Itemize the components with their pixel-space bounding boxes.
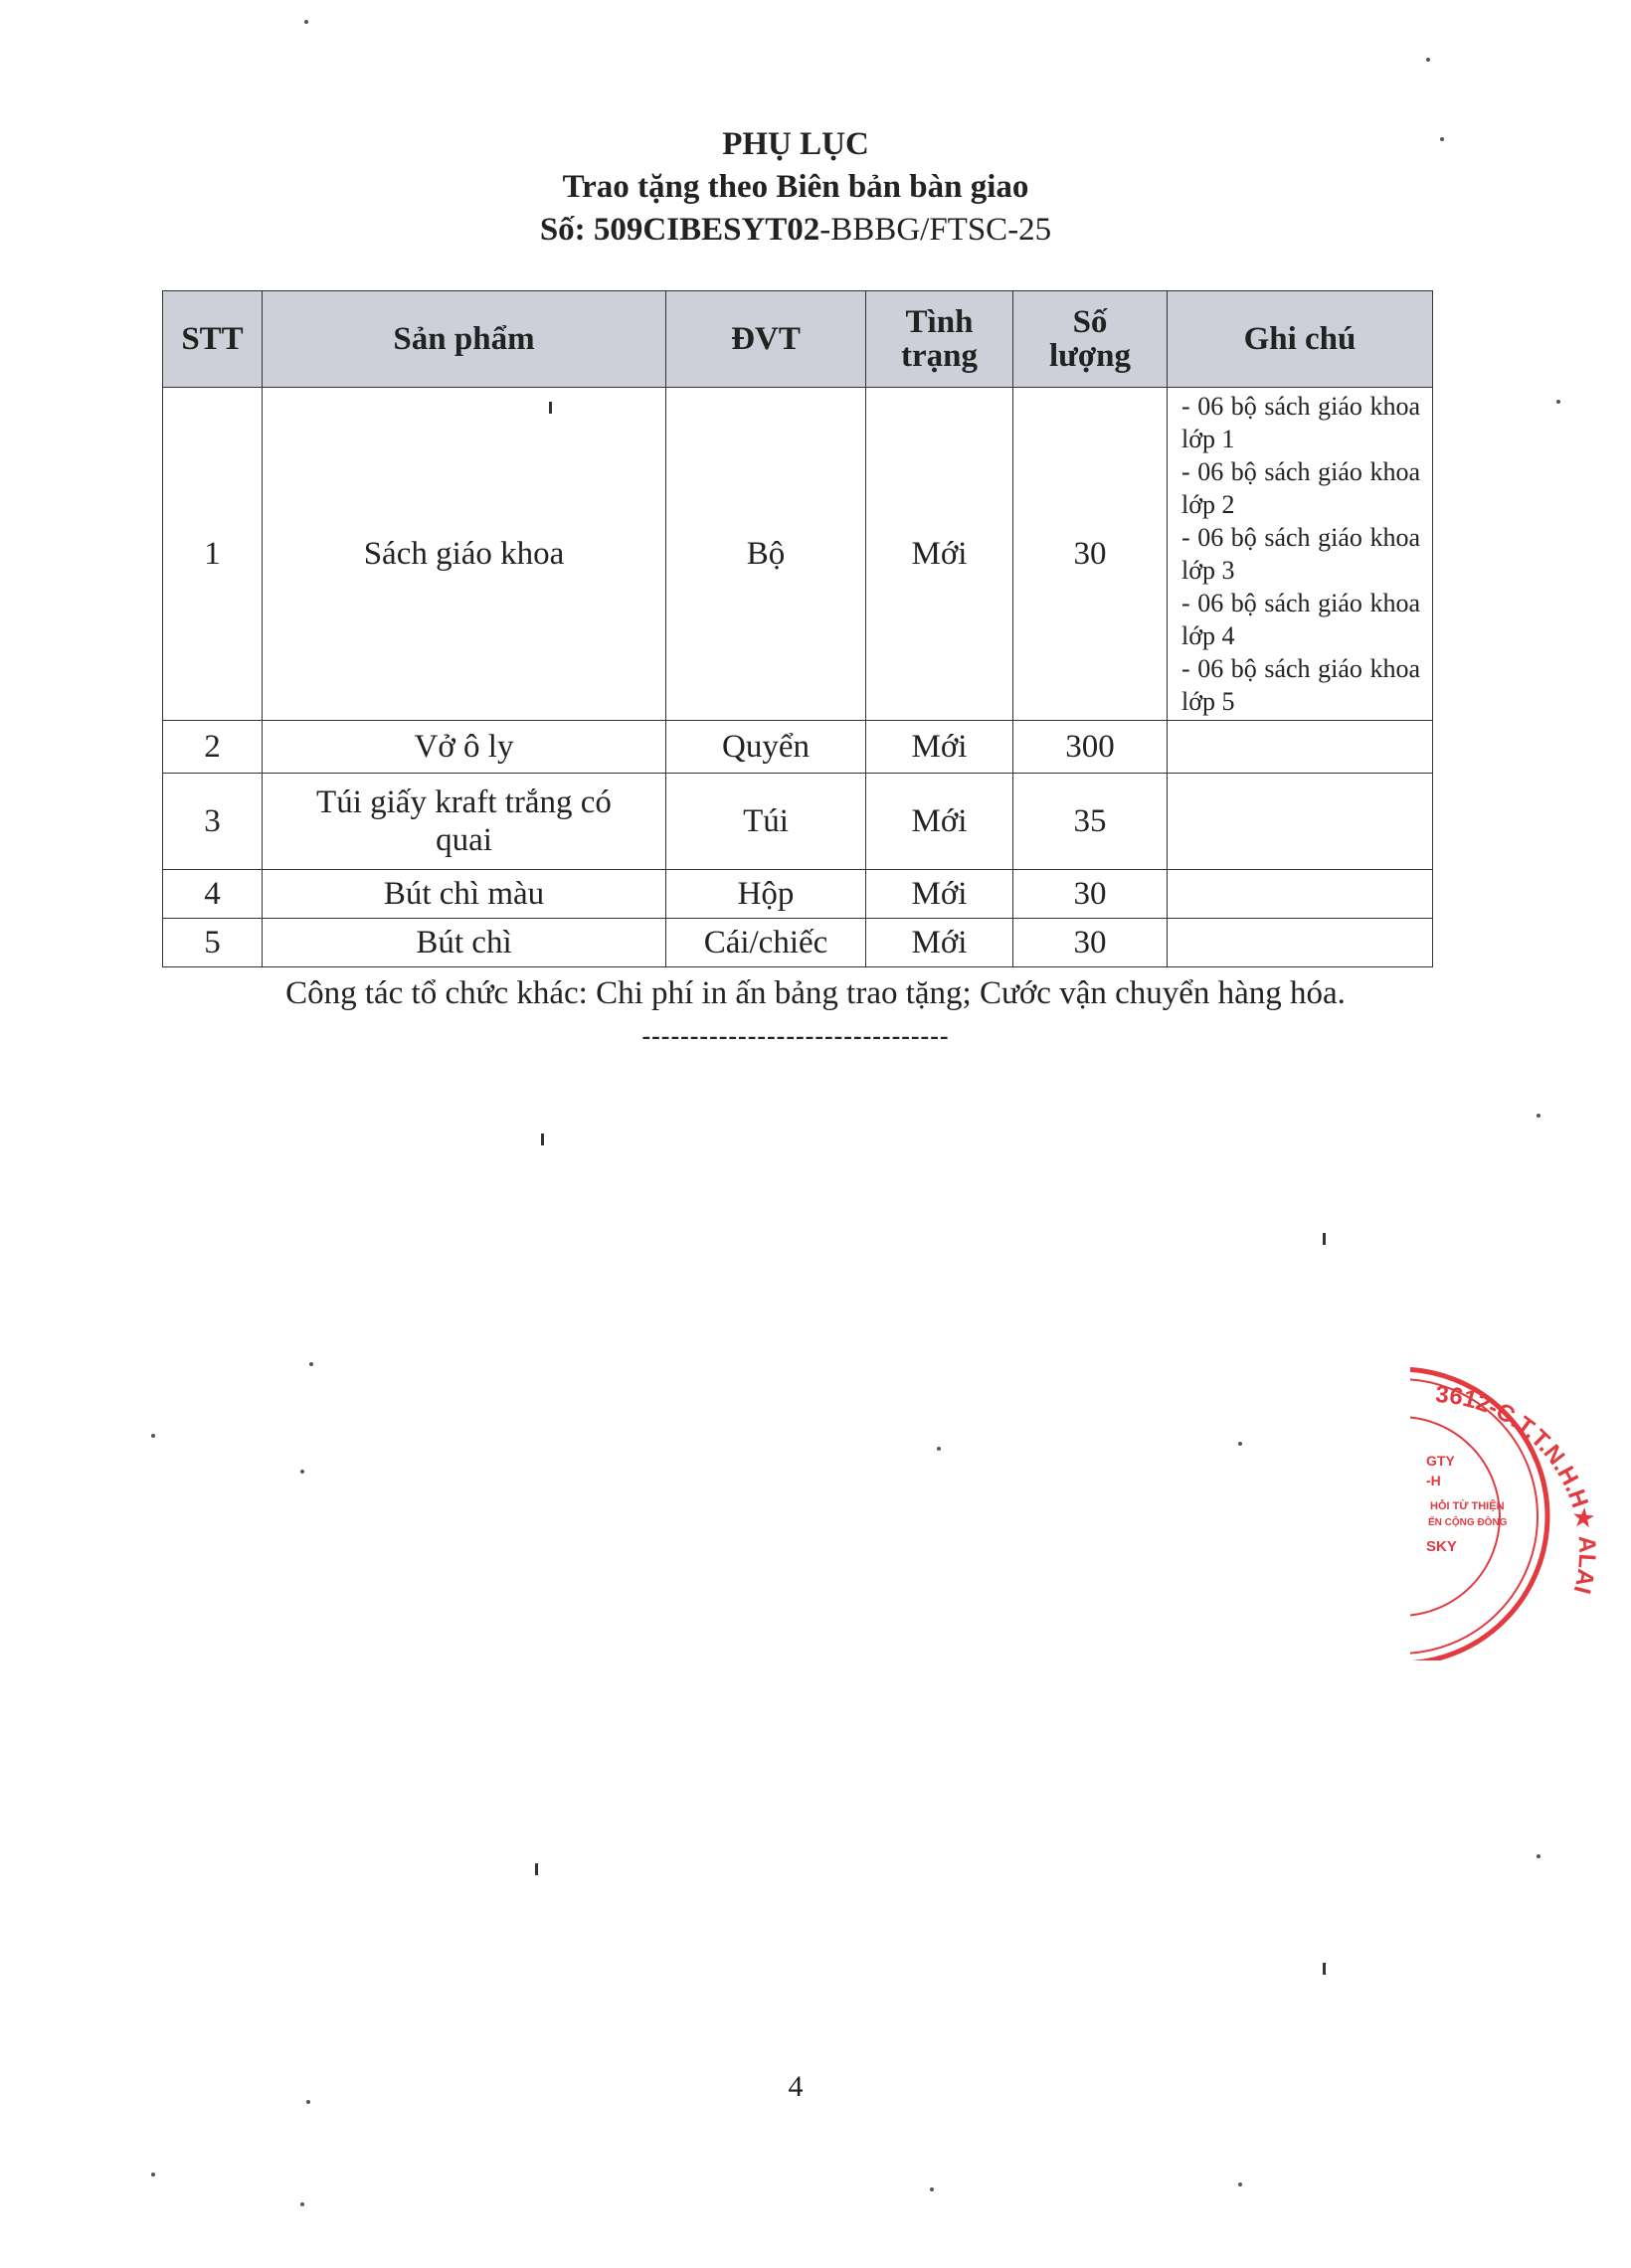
note-item: - 06 bộ sách giáo khoa lớp 5	[1181, 654, 1420, 716]
cell-quantity: 30	[1013, 919, 1168, 967]
cell-stt: 4	[163, 870, 263, 919]
table-row	[163, 774, 1433, 870]
cell-note	[1168, 721, 1433, 774]
page-number: 4	[788, 2070, 804, 2103]
cell-unit: Túi	[666, 774, 866, 870]
seal-ring-text	[1434, 1381, 1600, 1597]
document-number	[0, 209, 1591, 252]
seal-inner-line: ẾN CỘNG ĐỒNG	[1428, 1517, 1508, 1528]
seal-ring-textpath: 3612-C.T.T.N.H.H★ ALAI	[1434, 1380, 1601, 1597]
cell-quantity: 30	[1013, 388, 1168, 721]
page-subtitle: Trao tặng theo Biên bản bàn giao	[562, 169, 1029, 205]
seal-inner-line: -H	[1426, 1473, 1441, 1488]
cell-condition: Mới	[866, 919, 1013, 967]
header-condition-line1: Tình	[905, 304, 974, 340]
header-quantity-line1: Số	[1072, 304, 1108, 340]
header-note: Ghi chú	[1168, 291, 1433, 388]
cell-stt: 2	[163, 721, 263, 774]
cell-note	[1168, 870, 1433, 919]
document-number-suffix: -BBBG/FTSC-25	[819, 212, 1052, 248]
cell-unit: Hộp	[666, 870, 866, 919]
cell-product-line1: Túi giấy kraft trắng có	[316, 785, 612, 820]
cell-product: Bút chì màu	[263, 870, 666, 919]
seal-inner-text	[1426, 1453, 1508, 1555]
header-product: Sản phẩm	[263, 291, 666, 388]
cell-condition: Mới	[866, 870, 1013, 919]
header-condition	[866, 291, 1013, 388]
header-stt: STT	[163, 291, 263, 388]
cell-stt: 5	[163, 919, 263, 967]
table-row	[163, 388, 1433, 721]
note-item: - 06 bộ sách giáo khoa lớp 3	[1181, 523, 1420, 585]
page-title: PHỤ LỤC	[722, 126, 869, 162]
cell-quantity: 30	[1013, 870, 1168, 919]
cell-stt: 1	[163, 388, 263, 721]
table-row	[163, 870, 1433, 919]
table-row	[163, 721, 1433, 774]
cell-product	[263, 774, 666, 870]
header-quantity	[1013, 291, 1168, 388]
document-header	[0, 123, 1591, 252]
cell-product: Bút chì	[263, 919, 666, 967]
table-row	[163, 919, 1433, 967]
company-seal	[1410, 1362, 1609, 1660]
document-number-label: Số: 509CIBESYT02	[539, 212, 820, 248]
cell-unit: Cái/chiếc	[666, 919, 866, 967]
cell-note	[1168, 774, 1433, 870]
cell-product: Vở ô ly	[263, 721, 666, 774]
cell-stt: 3	[163, 774, 263, 870]
table-header-row	[163, 291, 1433, 388]
header-quantity-line2: lượng	[1048, 338, 1132, 374]
cell-note	[1168, 388, 1433, 721]
divider-line: --------------------------------	[641, 1021, 950, 1050]
cell-unit: Bộ	[666, 388, 866, 721]
handover-table	[162, 290, 1433, 967]
cell-condition: Mới	[866, 774, 1013, 870]
cell-condition: Mới	[866, 388, 1013, 721]
footer-note: Công tác tổ chức khác: Chi phí in ấn bảng trao tặng; Cước vận chuyển hàng hóa.	[285, 975, 1346, 1011]
cell-unit: Quyển	[666, 721, 866, 774]
note-item: - 06 bộ sách giáo khoa lớp 2	[1181, 457, 1420, 519]
seal-inner-line: GTY	[1426, 1453, 1455, 1469]
note-item: - 06 bộ sách giáo khoa lớp 4	[1181, 589, 1420, 650]
seal-inner-line: HỖI TỪ THIỆN	[1430, 1500, 1505, 1512]
note-item: - 06 bộ sách giáo khoa lớp 1	[1181, 392, 1420, 453]
cell-note	[1168, 919, 1433, 967]
header-condition-line2: trạng	[901, 338, 978, 374]
cell-quantity: 35	[1013, 774, 1168, 870]
cell-quantity: 300	[1013, 721, 1168, 774]
cell-condition: Mới	[866, 721, 1013, 774]
seal-inner-line: SKY	[1426, 1538, 1457, 1555]
header-unit: ĐVT	[666, 291, 866, 388]
cell-product: Sách giáo khoa	[263, 388, 666, 721]
cell-product-line2: quai	[436, 822, 492, 858]
